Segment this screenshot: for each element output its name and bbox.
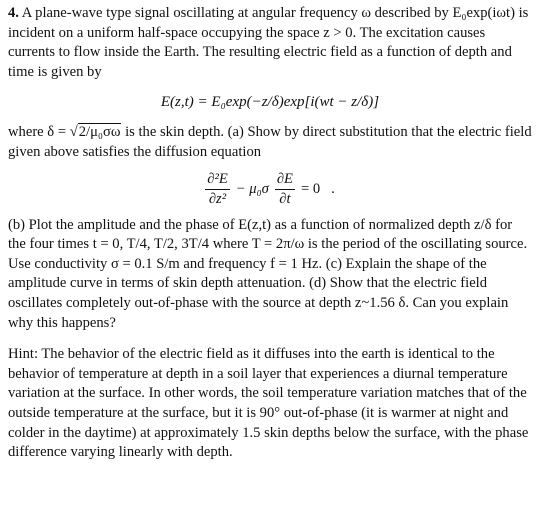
problem-intro: A plane-wave type signal oscillating at angular frequency ω described by E₀exp(iωt) is incident on a uniform half-space occupying the space z > 0. The excitation causes currents to flow inside the Earth. The resulting electric field as a function of depth and time is given by	[8, 5, 529, 80]
second-derivative-denominator: ∂z²	[208, 190, 227, 207]
skin-depth-paragraph	[8, 123, 532, 162]
diffusion-equation	[8, 171, 532, 208]
skin-depth-post: is the skin depth. (a) Show by direct substitution that the electric field given above satisfies the diffusion equation	[8, 124, 532, 160]
part-b-paragraph: (b) Plot the amplitude and the phase of E(z,t) as a function of normalized depth z/δ for the four times t = 0, T/4, T/2, 3T/4 where T = 2π/ω is the period of the oscillating source. Use conductivity σ = 0.1 S/m and frequency f = 1 Hz. (c) Explain the shape of the amplitude curve in terms of skin depth attenuation. (d) Show that the electric field oscillates completely out-of-phase with the source at depth z~1.56 δ. Can you explain why this happens?	[8, 216, 528, 331]
diffusion-coefficient: − μ₀σ	[235, 180, 269, 197]
time-derivative-denominator: ∂t	[279, 190, 291, 207]
skin-depth-pre: where δ =	[8, 124, 70, 141]
second-derivative-numerator: ∂²E	[205, 171, 230, 190]
second-derivative-fraction	[205, 171, 230, 208]
paragraph-spacer	[8, 333, 532, 345]
problem-intro-paragraph	[8, 4, 532, 82]
field-equation-text: E(z,t) = E₀exp(−z/δ)exp[i(wt − z/δ)]	[160, 94, 380, 111]
diffusion-equals: = 0 .	[300, 180, 335, 197]
problem-number: 4.	[8, 5, 19, 21]
field-equation	[8, 94, 532, 111]
skin-depth-radical: 2/μ₀σω	[78, 124, 121, 141]
hint-paragraph: Hint: The behavior of the electric field as it diffuses into the earth is identical to the behavior of temperature at depth in a soil layer that experiences a diurnal temperature variation at the surface. In other words, the soil temperature variation matches that of the outside temperature at the surface, but it is 90° out-of-phase (it is warmer at night and colder in the daytime) at approximately 1.5 skin depths below the surface, with the phase difference varying linearly with depth.	[8, 346, 529, 461]
time-derivative-numerator: ∂E	[275, 171, 295, 190]
sqrt-sign: √	[69, 124, 78, 141]
time-derivative-fraction	[275, 171, 295, 208]
